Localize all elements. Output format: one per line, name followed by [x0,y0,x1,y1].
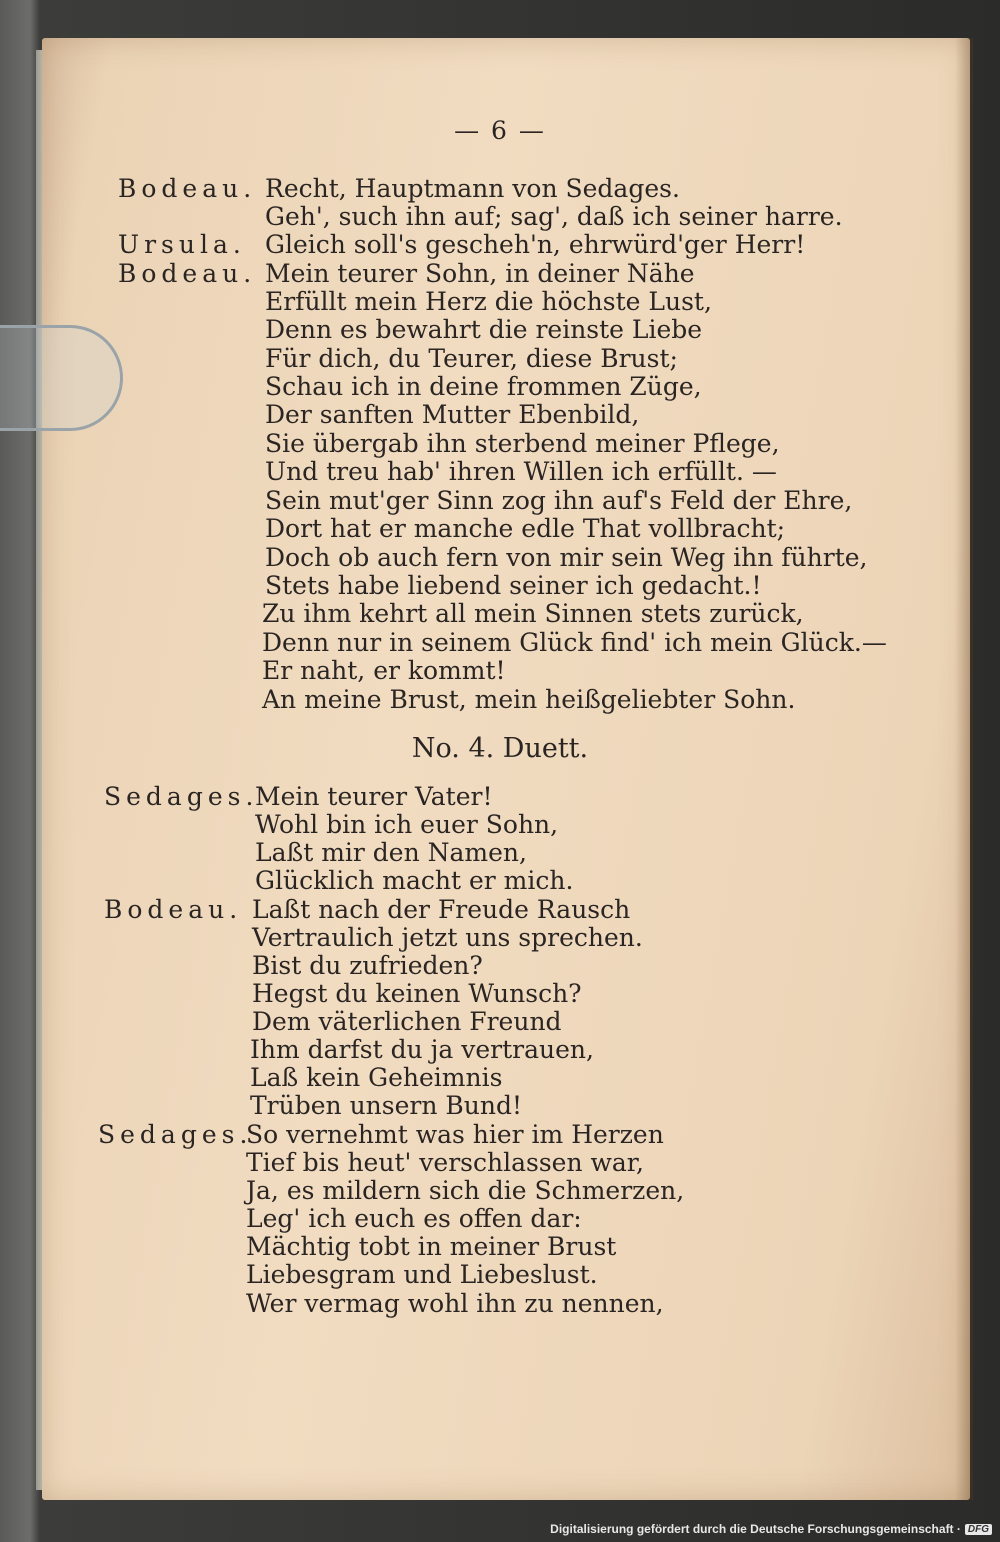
verse-line: Bist du zufrieden? [252,951,483,980]
verse-line: Zu ihm kehrt all mein Sinnen stets zurück, [262,599,804,628]
verse-line: Laßt nach der Freude Rausch [252,895,631,924]
verse-line: Für dich, du Teurer, diese Brust; [265,344,678,373]
verse-line: Trüben unsern Bund! [250,1091,523,1120]
verse-line: Liebesgram und Liebeslust. [246,1260,598,1289]
verse-line: Denn es bewahrt die reinste Liebe [265,315,703,344]
verse-line: Sein mut'ger Sinn zog ihn auf's Feld der Ehre, [265,486,853,515]
verse-line: Wer vermag wohl ihn zu nennen, [246,1289,664,1318]
verse-line: Schau ich in deine frommen Züge, [265,372,702,401]
verse-line: Tief bis heut' verschlassen war, [246,1148,644,1177]
speaker-bodeau: Bodeau. [118,174,257,203]
verse-line: Mein teurer Vater! [255,782,493,811]
verse-line: Gleich soll's gescheh'n, ehrwürd'ger Herr! [265,230,806,259]
speaker-sedages: Sedages. [98,1120,253,1149]
verse-line: Er naht, er kommt! [262,656,506,685]
verse-line: Denn nur in seinem Glück find' ich mein Glück.— [262,628,887,657]
verse-line: Hegst du keinen Wunsch? [252,979,582,1008]
verse-line: Laßt mir den Namen, [255,838,527,867]
verse-line: Leg' ich euch es offen dar: [246,1204,582,1233]
verse-line: Laß kein Geheimnis [250,1063,503,1092]
verse-line: Doch ob auch fern von mir sein Weg ihn führte, [265,543,868,572]
verse-line: So vernehmt was hier im Herzen [246,1120,664,1149]
verse-line: Wohl bin ich euer Sohn, [255,810,559,839]
verse-line: Und treu hab' ihren Willen ich erfüllt. — [265,457,777,486]
verse-line: Ja, es mildern sich die Schmerzen, [246,1176,685,1205]
verse-line: Geh', such ihn auf; sag', daß ich seiner harre. [265,202,843,231]
page-number: — 6 — [454,116,546,145]
dfg-logo-icon: DFG [965,1524,992,1535]
digitization-credit [550,1522,992,1536]
verse-line: Sie übergab ihn sterbend meiner Pflege, [265,429,780,458]
verse-line: Erfüllt mein Herz die höchste Lust, [265,287,712,316]
speaker-sedages: Sedages. [104,782,259,811]
credit-text: Digitalisierung gefördert durch die Deutsche Forschungsgemeinschaft · [550,1522,961,1536]
verse-line: Glücklich macht er mich. [255,866,574,895]
verse-line: Dem väterlichen Freund [252,1007,562,1036]
verse-line: Der sanften Mutter Ebenbild, [265,400,640,429]
section-heading: No. 4. Duett. [411,733,589,764]
speaker-ursula: Ursula. [118,230,246,259]
verse-line: Mein teurer Sohn, in deiner Nähe [265,259,695,288]
speaker-bodeau: Bodeau. [118,259,257,288]
verse-line: Recht, Hauptmann von Sedages. [265,174,680,203]
verse-line: Vertraulich jetzt uns sprechen. [252,923,643,952]
verse-line: Stets habe liebend seiner ich gedacht.! [265,571,762,600]
verse-line: Dort hat er manche edle That vollbracht; [265,514,786,543]
verse-line: Mächtig tobt in meiner Brust [246,1232,617,1261]
speaker-bodeau: Bodeau. [104,895,243,924]
verse-line: An meine Brust, mein heißgeliebter Sohn. [262,685,796,714]
verse-line: Ihm darfst du ja vertrauen, [250,1035,594,1064]
